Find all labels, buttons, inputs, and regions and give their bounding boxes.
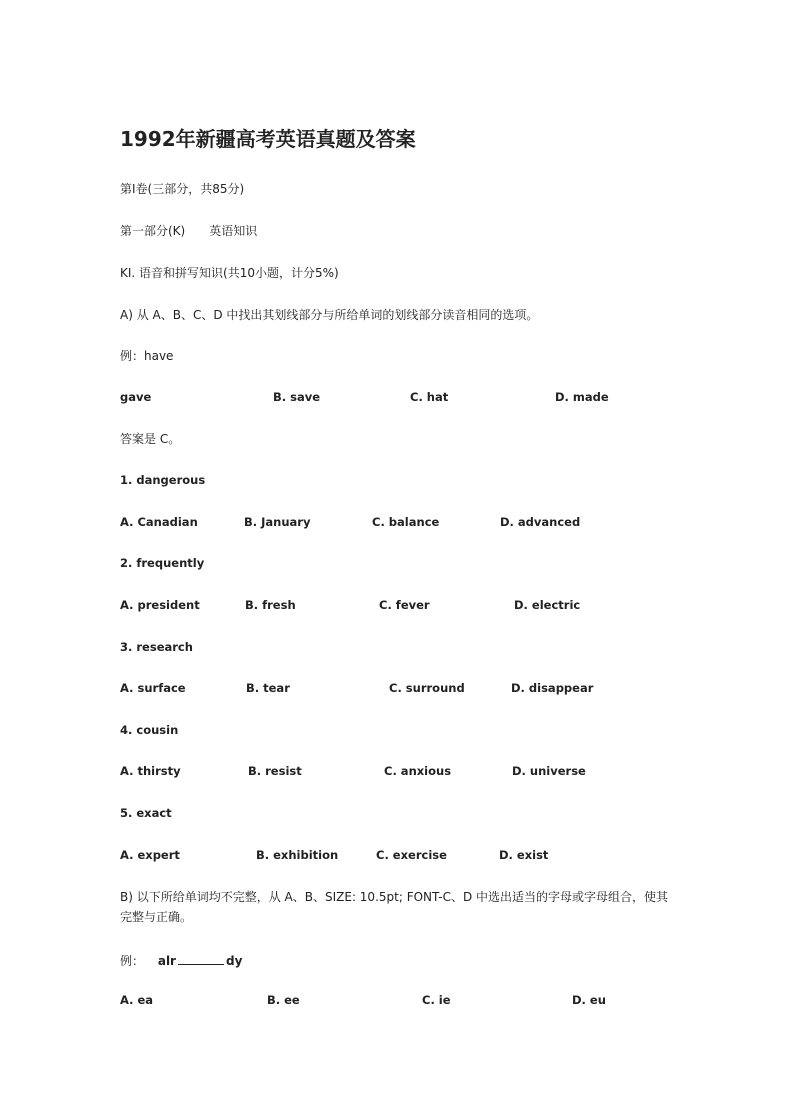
blank-line: [178, 952, 224, 965]
question-options: [0, 763, 790, 779]
document-title: 1992年新疆高考英语真题及答案: [120, 127, 416, 151]
question-options: [0, 514, 790, 530]
option: C. fever: [379, 598, 430, 612]
option: C. balance: [372, 515, 440, 529]
option: C. anxious: [384, 764, 452, 778]
option: D. electric: [514, 598, 581, 612]
paper-heading: 第I卷(三部分，共85分): [120, 182, 245, 196]
option: A. surface: [120, 681, 186, 695]
option: D. disappear: [511, 681, 594, 695]
option: A. thirsty: [120, 764, 181, 778]
example-options: [0, 389, 790, 405]
question-stem: 1. dangerous: [120, 473, 206, 487]
option: D. advanced: [500, 515, 581, 529]
part-heading: 第一部分(K) 英语知识: [120, 224, 258, 238]
option: gave: [120, 390, 152, 404]
option: C. exercise: [376, 848, 447, 862]
section-b-instructions: B) 以下所给单词均不完整，从 A、B、SIZE: 10.5pt; FONT-C、D 中选出适当的字母或字母组合，使其完整与正确。: [120, 890, 669, 924]
option: C. surround: [389, 681, 465, 695]
option: B. tear: [246, 681, 290, 695]
example-answer: 答案是 C。: [120, 432, 181, 446]
option: A. expert: [120, 848, 180, 862]
example-prefix: alr: [157, 954, 176, 968]
option: C. ie: [422, 993, 451, 1007]
option: B. exhibition: [256, 848, 339, 862]
option: D. exist: [499, 848, 549, 862]
example-word: 例：have: [120, 349, 174, 363]
question-stem: 4. cousin: [120, 723, 179, 737]
option: B. resist: [248, 764, 302, 778]
example-label: 例：: [120, 954, 145, 968]
question-stem: 5. exact: [120, 806, 172, 820]
question-stem: 3. research: [120, 640, 193, 654]
question-options: [0, 597, 790, 613]
option: B. save: [273, 390, 321, 404]
option: A. Canadian: [120, 515, 198, 529]
question-options: [0, 847, 790, 863]
option: C. hat: [410, 390, 449, 404]
option: D. eu: [572, 993, 606, 1007]
option: B. ee: [267, 993, 300, 1007]
question-options: [0, 680, 790, 696]
section-b-example: [120, 952, 242, 969]
section-a-instructions: A) 从 A、B、C、D 中找出其划线部分与所给单词的划线部分读音相同的选项。: [120, 308, 539, 322]
option: D. made: [555, 390, 609, 404]
option: A. president: [120, 598, 200, 612]
example-suffix: dy: [225, 954, 243, 968]
section-b-example-options: [0, 992, 790, 1008]
option: B. January: [244, 515, 311, 529]
option: A. ea: [120, 993, 154, 1007]
question-stem: 2. frequently: [120, 556, 205, 570]
section-heading: KI. 语音和拼写知识(共10小题，计分5%): [120, 266, 339, 280]
option: B. fresh: [245, 598, 296, 612]
option: D. universe: [512, 764, 586, 778]
